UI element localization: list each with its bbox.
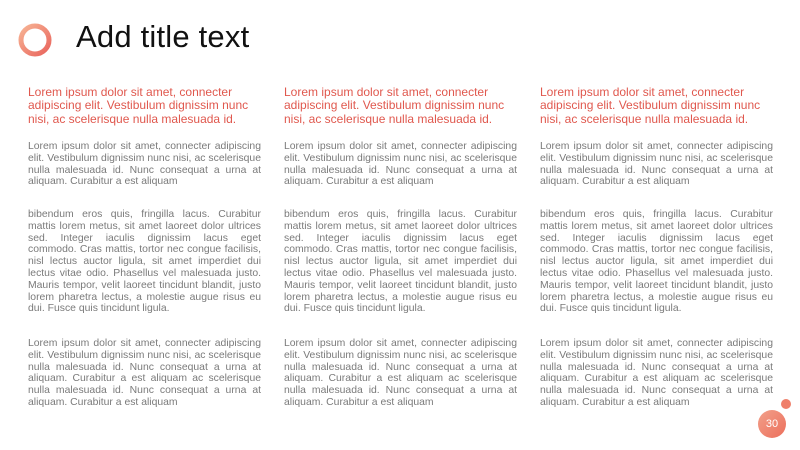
content-columns xyxy=(28,86,774,426)
column-paragraph: bibendum eros quis, fringilla lacus. Curabitur mattis lorem metus, sit amet laoreet dolor ultrices sed. Integer iaculis dignissim lacus eget commodo. Cras mattis, tortor nec congue facilisis, nisl lectus auctor ligula, sit amet imperdiet dui lectus vitae odio. Phasellus vel malesuada justo. Mauris tempor, velit laoreet tincidunt blandit, justo lorem pharetra lectus, a molestie augue risus eu dui. Fusce quis tincidunt ligula. xyxy=(284,209,517,315)
slide-title: Add title text xyxy=(76,19,250,54)
column-heading: Lorem ipsum dolor sit amet, connecter adipiscing elit. Vestibulum dignissim nunc nisi, ac scelerisque nulla malesuada id. xyxy=(284,86,505,126)
column-paragraph: Lorem ipsum dolor sit amet, connecter adipiscing elit. Vestibulum dignissim nunc nisi, ac scelerisque nulla malesuada id. Nunc consequat a urna at aliquam. Curabitur a est aliquam ac scelerisque nulla malesuada id. Nunc consequat a urna at aliquam. Curabitur a est aliquam xyxy=(28,338,261,408)
ring-logo-icon xyxy=(17,22,53,58)
column-paragraph: Lorem ipsum dolor sit amet, connecter adipiscing elit. Vestibulum dignissim nunc nisi, ac scelerisque nulla malesuada id. Nunc consequat a urna at aliquam. Curabitur a est aliquam ac scelerisque nulla malesuada id. Nunc consequat a urna at aliquam. Curabitur a est aliquam xyxy=(540,338,773,408)
column-paragraph: Lorem ipsum dolor sit amet, connecter adipiscing elit. Vestibulum dignissim nunc nisi, ac scelerisque nulla malesuada id. Nunc consequat a urna at aliquam. Curabitur a est aliquam xyxy=(284,141,517,188)
column-heading: Lorem ipsum dolor sit amet, connecter adipiscing elit. Vestibulum dignissim nunc nisi, ac scelerisque nulla malesuada id. xyxy=(28,86,249,126)
column-paragraph: bibendum eros quis, fringilla lacus. Curabitur mattis lorem metus, sit amet laoreet dolor ultrices sed. Integer iaculis dignissim lacus eget commodo. Cras mattis, tortor nec congue facilisis, nisl lectus auctor ligula, sit amet imperdiet dui lectus vitae odio. Phasellus vel malesuada justo. Mauris tempor, velit laoreet tincidunt blandit, justo lorem pharetra lectus, a molestie augue risus eu dui. Fusce quis tincidunt ligula. xyxy=(28,209,261,315)
column-paragraph: Lorem ipsum dolor sit amet, connecter adipiscing elit. Vestibulum dignissim nunc nisi, ac scelerisque nulla malesuada id. Nunc consequat a urna at aliquam. Curabitur a est aliquam xyxy=(28,141,261,188)
column-paragraph: Lorem ipsum dolor sit amet, connecter adipiscing elit. Vestibulum dignissim nunc nisi, ac scelerisque nulla malesuada id. Nunc consequat a urna at aliquam. Curabitur a est aliquam xyxy=(540,141,773,188)
text-column-2 xyxy=(284,86,517,421)
text-column-1 xyxy=(28,86,261,421)
page-number-badge: 30 xyxy=(758,410,786,438)
column-paragraph: bibendum eros quis, fringilla lacus. Curabitur mattis lorem metus, sit amet laoreet dolor ultrices sed. Integer iaculis dignissim lacus eget commodo. Cras mattis, tortor nec congue facilisis, nisl lectus auctor ligula, sit amet imperdiet dui lectus vitae odio. Phasellus vel malesuada justo. Mauris tempor, velit laoreet tincidunt blandit, justo lorem pharetra lectus, a molestie augue risus eu dui. Fusce quis tincidunt ligula. xyxy=(540,209,773,315)
column-paragraph: Lorem ipsum dolor sit amet, connecter adipiscing elit. Vestibulum dignissim nunc nisi, ac scelerisque nulla malesuada id. Nunc consequat a urna at aliquam. Curabitur a est aliquam ac scelerisque nulla malesuada id. Nunc consequat a urna at aliquam. Curabitur a est aliquam xyxy=(284,338,517,408)
decorative-dot-icon xyxy=(781,399,791,409)
text-column-3 xyxy=(540,86,773,421)
column-heading: Lorem ipsum dolor sit amet, connecter adipiscing elit. Vestibulum dignissim nunc nisi, ac scelerisque nulla malesuada id. xyxy=(540,86,761,126)
